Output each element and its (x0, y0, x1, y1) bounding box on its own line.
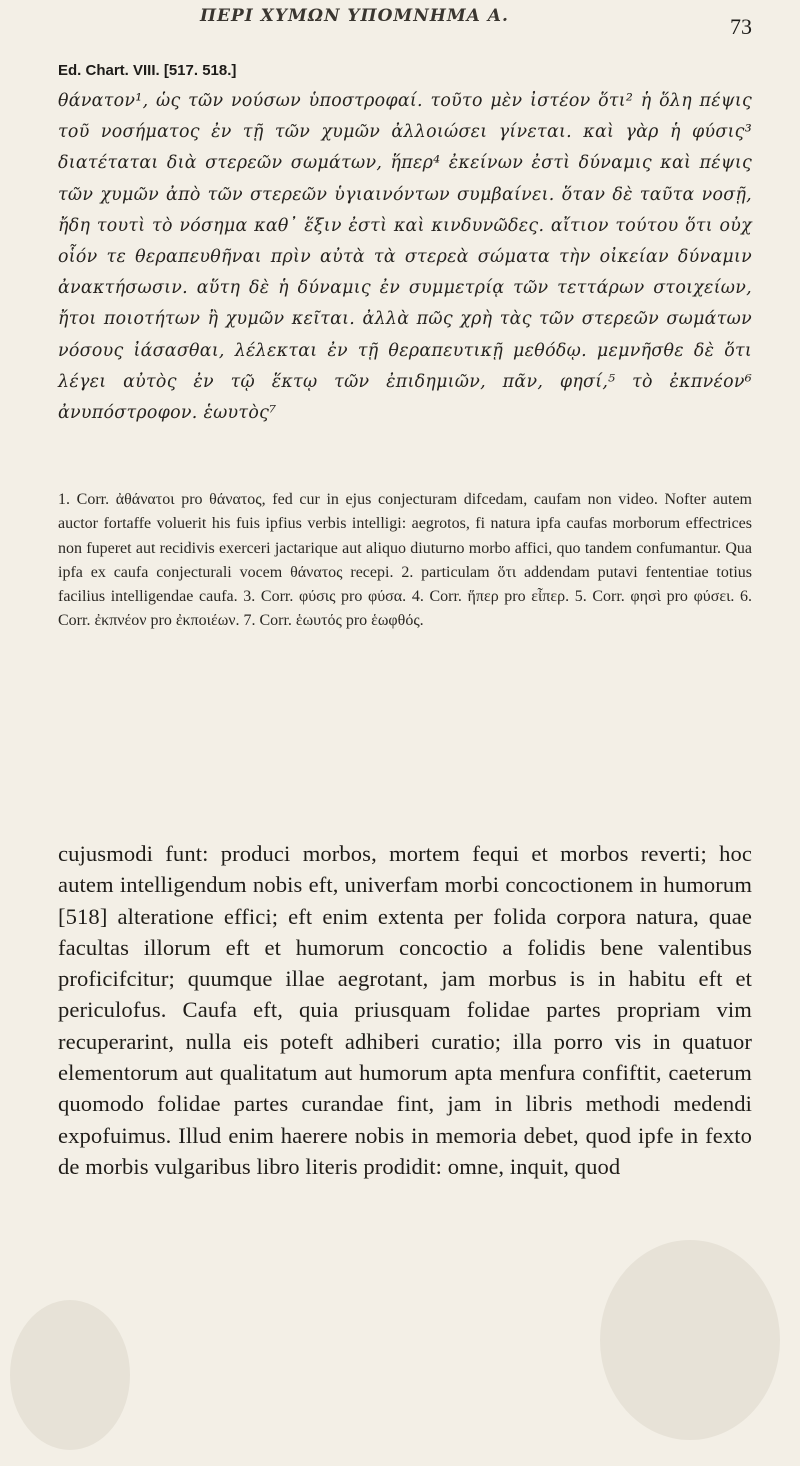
running-title: ΠΕΡΙ ΧΥΜΩΝ ΥΠΟΜΝΗΜΑ Α. (200, 6, 509, 26)
greek-text: θάνατον¹, ὡς τῶν νούσων ὑποστροφαί. τοῦτο μὲν ἰστέον ὅτι² ἡ ὅλη πέψις τοῦ νοσήματος ἐν τῇ τῶν χυμῶν ἀλλοιώσει γίνεται. καὶ γὰρ ἡ φύσις³ διατέταται διὰ στερεῶν σωμάτων, ἥπερ⁴ ἐκείνων ἐστὶ δύναμις καὶ πέψις τῶν χυμῶν ἀπὸ τῶν στερεῶν ὑγιαινόντων συμβαίνει. ὅταν δὲ ταῦτα νοσῇ, ἤδη τουτὶ τὸ νόσημα καθ᾽ ἕξιν ἐστὶ καὶ κινδυνῶδες. αἴτιον τούτου ὅτι οὐχ οἷόν τε θεραπευθῆναι πρὶν αὐτὰ τὰ στερεὰ σώματα τὴν οἰκείαν δύναμιν ἀνακτήσωσιν. αὕτη δὲ ἡ δύναμις ἐν συμμετρίᾳ τῶν τεττάρων στοιχείων, ἤτοι ποιοτήτων ἢ χυμῶν κεῖται. ἀλλὰ πῶς χρὴ τὰς τῶν στερεῶν σωμάτων νόσους ἰάσασθαι, λέλεκται ἐν τῇ θεραπευτικῇ μεθόδῳ. μεμνῆσθε δὲ ὅτι λέγει αὐτὸς ἐν τῷ ἕκτῳ τῶν ἐπιδημιῶν, πᾶν, φησί,⁵ τὸ ἐκπνέον⁶ ἀνυπόστροφον. ἑωυτὸς⁷ (58, 91, 752, 424)
footnote-6: 6. Corr. ἐκπνέον pro ἐκποιέων. (58, 588, 753, 630)
paper-stain (600, 1240, 780, 1440)
page-number: 73 (730, 14, 752, 39)
running-head (60, 2, 760, 39)
footnotes (58, 488, 752, 634)
footnote-4: 4. Corr. ἥπερ pro εἶπερ. (411, 588, 575, 606)
footnote-2: 2. particulam ὅτι addendam putavi fententiae totius facilius intelligendae caufa. (58, 563, 752, 606)
edition-reference: Ed. Chart. VIII. [517. 518.] (58, 62, 237, 79)
paper-stain (10, 1300, 130, 1450)
footnote-1: 1. Corr. ἀθάνατοι pro θάνατος, fed cur in ejus conjecturam difcedam, caufam non video. Nofter autem auctor fortaffe voluerit his fuis ipfius verbis intelligi: aegrotos, fi natura ipfa caufas morborum effectrices non fuperet aut recidivis exerceri jactarique aut aliquo diuturno morbo affici, quo tandem confumantur. Qua ipfa ex caufa conjecturali vocem θάνατος recepi. (58, 491, 752, 581)
footnote-7: 7. Corr. ἑωυτός pro ἑωφθός. (243, 612, 424, 630)
latin-text: cujusmodi funt: produci morbos, mortem fequi et morbos reverti; hoc autem intelligendum nobis eft, univerfam morbi concoctionem in humorum [518] alteratione effici; eft enim extenta per folida corpora natura, quae facultas illorum eft et humorum concoctio a folidis bene valentibus proficifcitur; quumque illae aegrotant, jam morbus is in habitu eft et periculofus. Caufa eft, quia priusquam folidae partes propriam vim recuperarint, nulla eis poteft adhiberi curatio; illa porro vis in quatuor elementorum aut qualitatum aut humorum apta menfura confiftit, caeterum quomodo folidae partes curandae fint, jam in libris methodi medendi expofuimus. Illud enim haerere nobis in memoria debet, quod ipfe in fexto de morbis vulgaribus libro literis prodidit: omne, inquit, quod (58, 841, 752, 1179)
footnote-5: 5. Corr. φησὶ pro φύσει. (574, 588, 741, 606)
footnote-3: 3. Corr. φύσις pro φύσα. (243, 588, 412, 606)
